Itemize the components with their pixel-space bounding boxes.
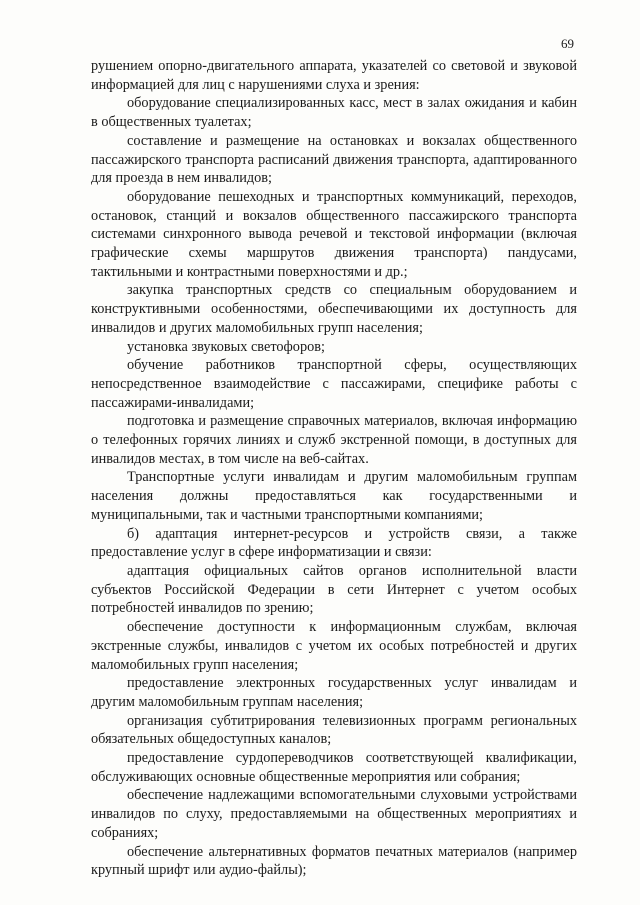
paragraph: подготовка и размещение справочных материалов, включая информацию о телефонных горячих линиях и служб экстренной помощи, в доступных для инвалидов местах, в том числе на веб-сайтах. — [91, 413, 577, 467]
paragraph: обеспечение доступности к информационным службам, включая экстренные службы, инвалидов с учетом их особых потребностей и других маломобильных групп населения; — [91, 619, 577, 673]
paragraph: б) адаптация интернет-ресурсов и устройств связи, а также предоставление услуг в сфере информатизации и связи: — [91, 525, 577, 561]
paragraph: организация субтитрирования телевизионных программ региональных обязательных общедоступных каналов; — [91, 712, 577, 748]
paragraph: оборудование пешеходных и транспортных коммуникаций, переходов, остановок, станций и вокзалов общественного пассажирского транспорта системами синхронного вывода речевой и текстовой информации (включая графические схемы маршрутов движения транспорта) пандусами, тактильными и контрастными поверхностями и др.; — [91, 188, 577, 280]
paragraph: предоставление электронных государственных услуг инвалидам и другим маломобильным группам населения; — [91, 675, 577, 710]
document-body — [91, 57, 577, 880]
paragraph: обеспечение альтернативных форматов печатных материалов (например крупный шрифт или аудио-файлы); — [91, 843, 577, 879]
paragraph: оборудование специализированных касс, мест в залах ожидания и кабин в общественных туалетах; — [91, 95, 577, 131]
paragraph: составление и размещение на остановках и вокзалах общественного пассажирского транспорта расписаний движения транспорта, адаптированного для проезда в нем инвалидов; — [91, 132, 577, 187]
paragraph: Транспортные услуги инвалидам и другим маломобильным группам населения должны предоставляться как государственными и муниципальными, так и частными транспортными компаниями; — [91, 469, 577, 523]
paragraph: обеспечение надлежащими вспомогательными слуховыми устройствами инвалидов по слуху, предоставляемыми на общественных мероприятиях и собраниях; — [91, 787, 577, 841]
paragraph: обучение работников транспортной сферы, осуществляющих непосредственное взаимодействие с пассажирами, специфике работы с пассажирами-инвалидами; — [91, 357, 577, 411]
paragraph: установка звуковых светофоров; — [127, 338, 325, 355]
paragraph: предоставление сурдопереводчиков соответствующей квалификации, обслуживающих основные общественные мероприятия или собрания; — [91, 750, 577, 785]
paragraph: рушением опорно-двигательного аппарата, указателей со световой и звуковой информацией для лиц с нарушениями слуха и зрения: — [91, 58, 577, 93]
page-number: 69 — [561, 36, 574, 51]
paragraph: закупка транспортных средств со специальным оборудованием и конструктивными особенностями, обеспечивающими их доступность для инвалидов и других маломобильных групп населения; — [91, 282, 577, 336]
paragraph: адаптация официальных сайтов органов исполнительной власти субъектов Российской Федерации в сети Интернет с учетом особых потребностей инвалидов по зрению; — [91, 562, 577, 617]
